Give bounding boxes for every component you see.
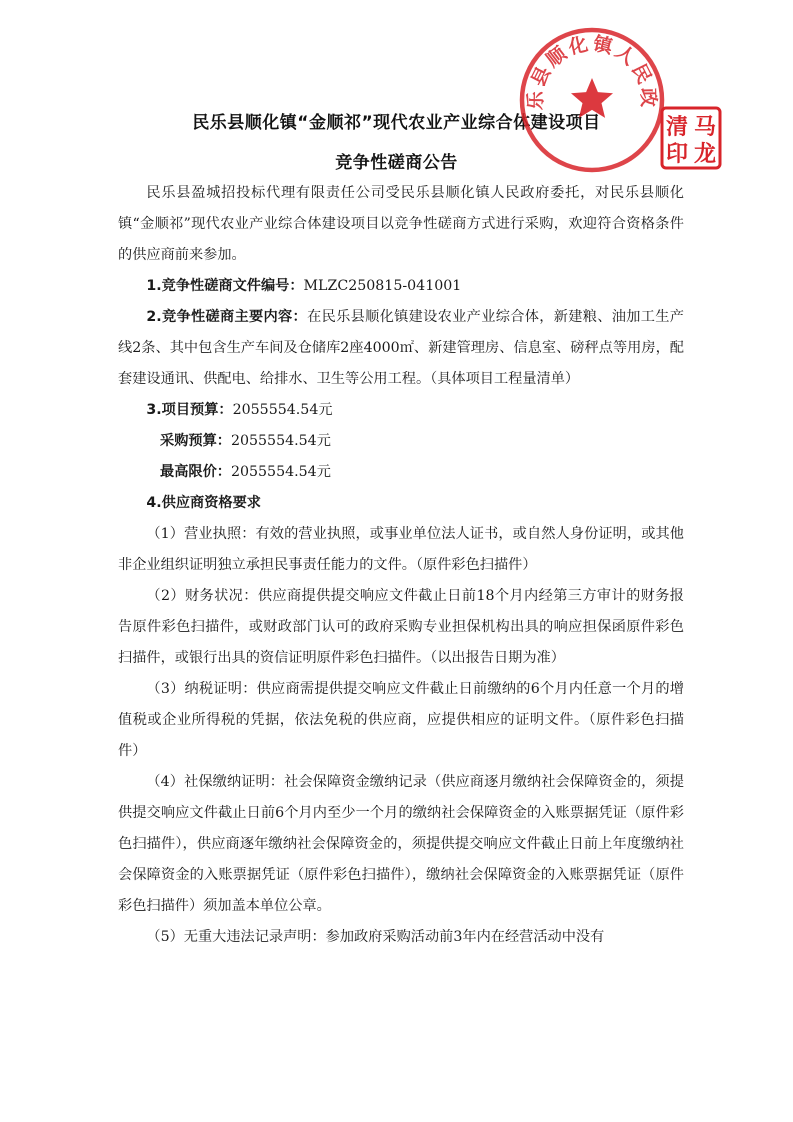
- section-4-item-5: （5）无重大违法记录声明：参加政府采购活动前3年内在经营活动中没有: [146, 929, 605, 945]
- seal-text: 乐县顺化镇人民政: [524, 32, 660, 111]
- max-price-value: 2055554.54元: [230, 464, 331, 480]
- project-budget-value: 2055554.54元: [232, 402, 333, 418]
- stamp-char-2: 印: [665, 141, 689, 167]
- section-3-max-price: [118, 457, 684, 488]
- section-4-item-4: （4）社保缴纳证明：社会保障资金缴纳记录（供应商逐月缴纳社会保障资金的，须提供提交响应文件截止日前6个月内至少一个月的缴纳社会保障资金的入账票据凭证（原件彩色扫描件），供应商逐年缴纳社会保障资金的，须提供提交响应文件截止日前上年度缴纳社会保障资金的入账票据凭证（原件彩色扫描件），缴纳社会保障资金的入账票据凭证（原件彩色扫描件）须加盖本单位公章。: [118, 774, 684, 914]
- project-budget-label: 3.项目预算：: [146, 402, 233, 418]
- section-2-value: 在民乐县顺化镇建设农业产业综合体，新建粮、油加工生产线2条、其中包含生产车间及仓储库2座4000㎡、新建管理房、信息室、磅秤点等用房，配套建设通讯、供配电、给排水、卫生等公用工程。（具体项目工程量清单）: [118, 309, 684, 387]
- document-body: [118, 178, 684, 953]
- document-title: 民乐县顺化镇“金顺祁”现代农业产业综合体建设项目: [192, 113, 601, 133]
- name-stamp-icon: [660, 106, 722, 170]
- section-1-label: 1.竞争性磋商文件编号：: [146, 278, 304, 294]
- stamp-char-3: 龙: [693, 141, 717, 167]
- purchase-budget-value: 2055554.54元: [230, 433, 331, 449]
- section-4-item-1: （1）营业执照：有效的营业执照，或事业单位法人证书，或自然人身份证明，或其他非企业组织证明独立承担民事责任能力的文件。（原件彩色扫描件）: [118, 526, 684, 573]
- section-4-item-2: （2）财务状况：供应商提供提交响应文件截止日前18个月内经第三方审计的财务报告原件彩色扫描件，或财政部门认可的政府采购专业担保机构出具的响应担保函原件彩色扫描件，或银行出具的资信证明原件彩色扫描件。（以出报告日期为准）: [118, 588, 684, 666]
- section-4-item-3: （3）纳税证明：供应商需提供提交响应文件截止日前缴纳的6个月内任意一个月的增值税或企业所得税的凭据，依法免税的供应商，应提供相应的证明文件。（原件彩色扫描件）: [118, 681, 684, 759]
- stamp-char-1: 马: [693, 114, 717, 140]
- name-stamp-graphic: [660, 106, 722, 170]
- section-1-file-number: [118, 271, 684, 302]
- seal-star-icon: [571, 78, 613, 118]
- section-3-project-budget: [118, 395, 684, 426]
- section-4-heading: 4.供应商资格要求: [146, 495, 261, 511]
- stamp-char-0: 清: [665, 114, 689, 140]
- section-2-label: 2.竞争性磋商主要内容：: [146, 309, 308, 325]
- section-1-value: MLZC250815-041001: [303, 278, 462, 294]
- section-2-main-content: [118, 302, 684, 395]
- section-3-purchase-budget: [118, 426, 684, 457]
- official-seal-icon: [516, 24, 668, 176]
- purchase-budget-label: 采购预算：: [160, 433, 231, 449]
- document-subtitle: 竞争性磋商公告: [335, 153, 458, 173]
- max-price-label: 最高限价：: [160, 464, 231, 480]
- official-seal-graphic: [516, 24, 668, 176]
- intro-paragraph: 民乐县盈城招投标代理有限责任公司受民乐县顺化镇人民政府委托，对民乐县顺化镇“金顺祁”现代农业产业综合体建设项目以竞争性磋商方式进行采购，欢迎符合资格条件的供应商前来参加。: [118, 185, 684, 263]
